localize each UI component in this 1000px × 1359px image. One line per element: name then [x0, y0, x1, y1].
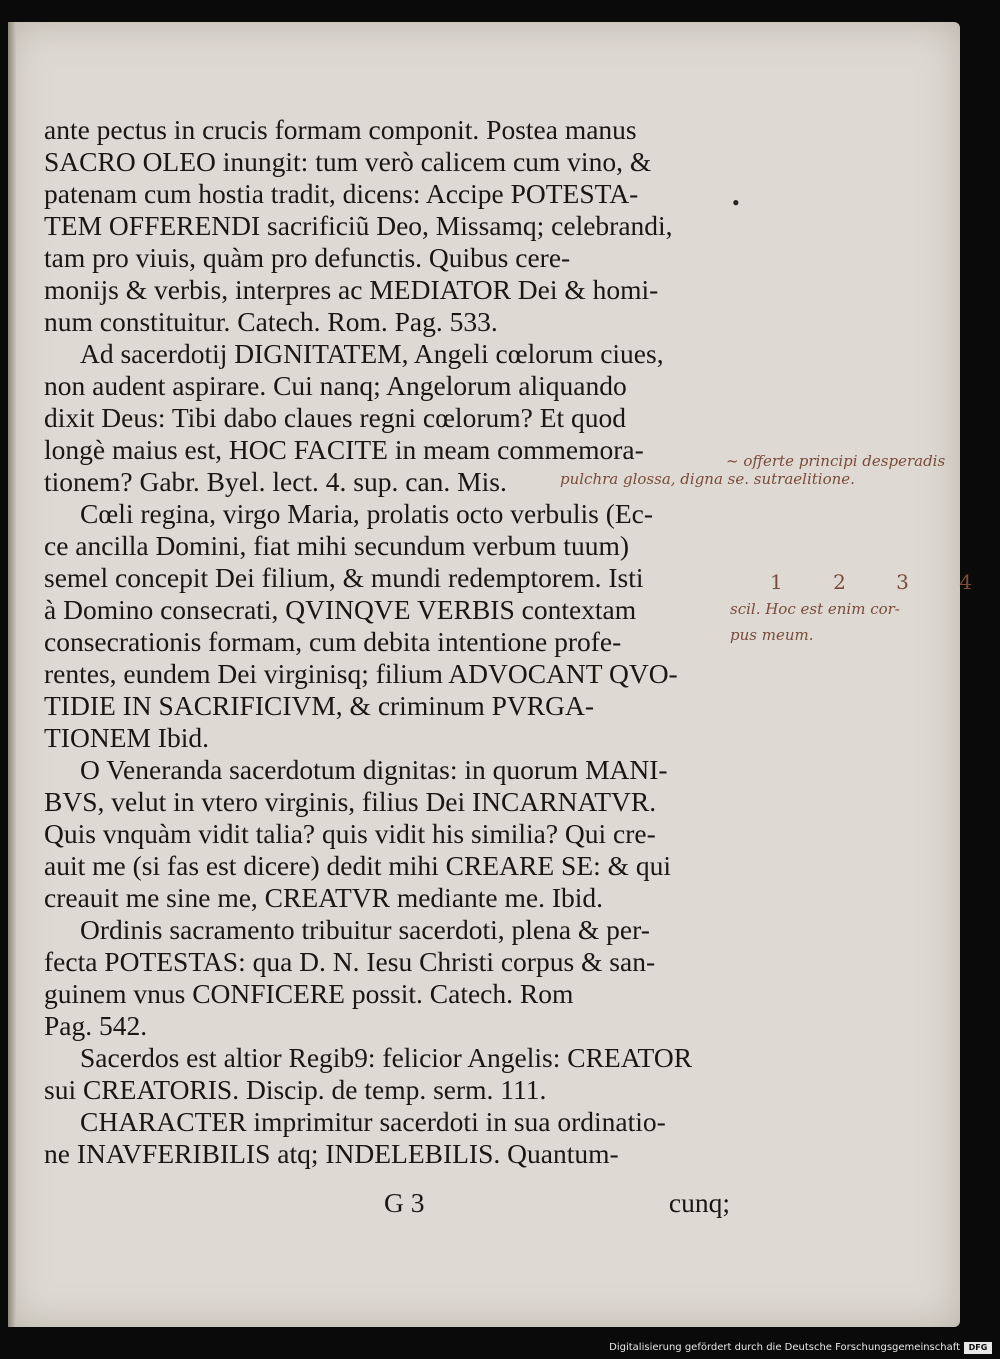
text-line: Cœli regina, virgo Maria, prolatis octo verbulis (Ec- — [80, 498, 654, 529]
text-line: Ordinis sacramento tribuitur sacerdoti, plena & per- — [80, 914, 650, 945]
text-line: monijs & verbis, interpres ac MEDIATOR Dei & homi- — [44, 274, 659, 305]
text-line: patenam cum hostia tradit, dicens: Accipe POTESTA- — [44, 178, 639, 209]
catchword: cunq; — [668, 1187, 730, 1218]
text-line: dixit Deus: Tibi dabo claues regni cœlorum? Et quod — [44, 402, 627, 433]
text-line: BVS, velut in vtero virginis, filius Dei INCARNATVR. — [44, 786, 657, 817]
dfg-logo-icon: DFG — [964, 1342, 992, 1354]
text-line: num constituitur. Catech. Rom. Pag. 533. — [44, 306, 498, 337]
signature-mark: G 3 — [384, 1187, 425, 1218]
footer-bar — [0, 1340, 1000, 1359]
text-line: Quis vnquàm vidit talia? quis vidit his similia? Qui cre- — [44, 818, 656, 849]
margin-numerals: 1 2 3 4 — [770, 570, 994, 594]
margin-note-2-line-2: pus meum. — [730, 626, 814, 644]
text-line: TIONEM Ibid. — [44, 722, 209, 753]
page-gutter — [8, 22, 16, 1327]
margin-note-1-line-2: pulchra glossa, digna se. sutraelitione. — [560, 470, 855, 488]
text-line: tam pro viuis, quàm pro defunctis. Quibus cere- — [44, 242, 571, 273]
text-line: auit me (si fas est dicere) dedit mihi CREARE SE: & qui — [44, 850, 672, 881]
text-line: à Domino consecrati, QVINQVE VERBIS contextam — [44, 594, 637, 625]
margin-note-2-line-1: scil. Hoc est enim cor- — [730, 600, 900, 618]
book-page — [8, 22, 994, 1327]
text-line: semel concepit Dei filium, & mundi redemptorem. Isti — [44, 562, 644, 593]
margin-note-1-line-1: ~ offerte principi desperadis — [726, 452, 946, 470]
text-line: TIDIE IN SACRIFICIVM, & criminum PVRGA- — [44, 690, 594, 721]
page-foot — [44, 1187, 734, 1219]
text-line: fecta POTESTAS: qua D. N. Iesu Christi corpus & san- — [44, 946, 656, 977]
text-line: O Veneranda sacerdotum dignitas: in quorum MANI- — [80, 754, 668, 785]
body-text — [44, 114, 734, 1170]
text-line: consecrationis formam, cum debita intentione profe- — [44, 626, 622, 657]
text-line: Ad sacerdotij DIGNITATEM, Angeli cœlorum ciues, — [80, 338, 664, 369]
text-line: ne INAVFERIBILIS atq; INDELEBILIS. Quantum- — [44, 1138, 619, 1169]
text-line: sui CREATORIS. Discip. de temp. serm. 111. — [44, 1074, 547, 1105]
text-line: Sacerdos est altior Regib9: felicior Angelis: CREATOR — [80, 1042, 693, 1073]
text-line: non audent aspirare. Cui nanq; Angelorum aliquando — [44, 370, 627, 401]
text-line: CHARACTER imprimitur sacerdoti in sua ordinatio- — [80, 1106, 666, 1137]
text-line: tionem? Gabr. Byel. lect. 4. sup. can. Mis. — [44, 466, 507, 497]
text-line: Pag. 542. — [44, 1010, 148, 1041]
margin-dot: • — [732, 190, 740, 215]
text-line: guinem vnus CONFICERE possit. Catech. Rom — [44, 978, 574, 1009]
text-line: ce ancilla Domini, fiat mihi secundum verbum tuum) — [44, 530, 629, 561]
text-line: longè maius est, HOC FACITE in meam commemora- — [44, 434, 644, 465]
text-line: TEM OFFERENDI sacrificiũ Deo, Missamq; celebrandi, — [44, 210, 673, 241]
text-line: creauit me sine me, CREATVR mediante me. Ibid. — [44, 882, 604, 913]
text-line: ante pectus in crucis formam componit. Postea manus — [44, 114, 637, 145]
text-line: SACRO OLEO inungit: tum verò calicem cum vino, & — [44, 146, 652, 177]
text-line: rentes, eundem Dei virginisq; filium ADVOCANT QVO- — [44, 658, 678, 689]
funding-credit: Digitalisierung gefördert durch die Deutsche Forschungsgemeinschaft — [609, 1342, 960, 1353]
